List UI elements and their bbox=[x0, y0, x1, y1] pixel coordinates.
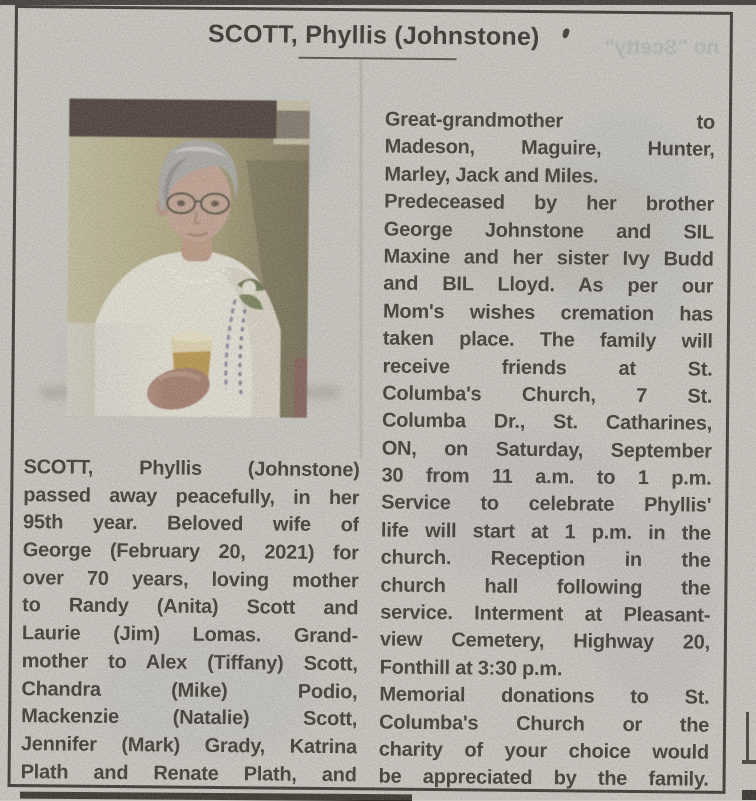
text-line: and BIL Lloyd. As per our bbox=[383, 271, 713, 302]
text-line: Mom's wishes cremation has bbox=[383, 298, 713, 329]
text-line: Predeceased by her brother bbox=[384, 189, 714, 220]
obituary-text-column-right bbox=[378, 107, 715, 795]
text-line: Memorial donations to St. bbox=[379, 682, 709, 713]
text-line: to Randy (Anita) Scott and bbox=[22, 593, 358, 624]
adjacent-clipping-edge-top bbox=[0, 0, 756, 5]
text-line: George Johnstone and SIL bbox=[384, 216, 714, 247]
text-line: Fonthill at 3:30 p.m. bbox=[380, 654, 710, 685]
text-line: George (February 20, 2021) for bbox=[23, 537, 359, 568]
text-line: Marley, Jack and Miles. bbox=[384, 161, 714, 192]
text-line: church. Reception in the bbox=[381, 545, 711, 576]
text-line: 95th year. Beloved wife of bbox=[23, 509, 359, 540]
text-line: Madeson, Maguire, Hunter, bbox=[385, 134, 715, 165]
text-line: taken place. The family will bbox=[383, 326, 713, 357]
text-line: receive friends at St. bbox=[382, 353, 712, 384]
obituary-clipping bbox=[7, 5, 732, 794]
text-line: passed away peacefully, in her bbox=[23, 482, 359, 513]
obituary-text-column-left bbox=[21, 454, 360, 789]
obituary-title: SCOTT, Phyllis (Johnstone) bbox=[18, 18, 730, 54]
text-line: Great-grandmother to bbox=[385, 107, 715, 138]
text-line: service. Interment at Pleasant- bbox=[380, 600, 710, 631]
text-line: 30 from 11 a.m. to 1 p.m. bbox=[381, 463, 711, 494]
text-line: be appreciated by the family. bbox=[378, 764, 708, 795]
text-line: Jennifer (Mark) Grady, Katrina bbox=[21, 731, 357, 762]
title-underline bbox=[298, 57, 456, 61]
text-line: Columba Dr., St. Catharines, bbox=[382, 408, 712, 439]
text-line: ON, on Saturday, September bbox=[382, 435, 712, 466]
text-line: charity of your choice would bbox=[379, 737, 709, 768]
text-line: Mackenzie (Natalie) Scott, bbox=[21, 703, 357, 734]
text-line: Service to celebrate Phyllis' bbox=[381, 490, 711, 521]
text-line: Laurie (Jim) Lomas. Grand- bbox=[22, 620, 358, 651]
text-line: Columba's Church, 7 St. bbox=[382, 380, 712, 411]
text-line: Chandra (Mike) Podio, bbox=[21, 676, 357, 707]
text-line: Plath and Renate Plath, and bbox=[21, 759, 357, 790]
text-line: Maxine and her sister Ivy Budd bbox=[383, 244, 713, 275]
text-line: SCOTT, Phyllis (Johnstone) bbox=[23, 454, 359, 485]
adjacent-clipping-corner-block bbox=[742, 790, 756, 800]
adjacent-clipping-corner-horizontal bbox=[742, 760, 756, 764]
text-line: life will start at 1 p.m. in the bbox=[381, 517, 711, 548]
text-line: Columba's Church or the bbox=[379, 709, 709, 740]
adjacent-clipping-corner-vertical bbox=[746, 712, 749, 762]
text-line: view Cemetery, Highway 20, bbox=[380, 627, 710, 658]
text-line: mother to Alex (Tiffany) Scott, bbox=[22, 648, 358, 679]
portrait-photo bbox=[66, 99, 310, 418]
text-line: church hall following the bbox=[380, 572, 710, 603]
text-line: over 70 years, loving mother bbox=[22, 565, 358, 596]
bleed-through-text: no "Scetty" bbox=[586, 36, 738, 60]
